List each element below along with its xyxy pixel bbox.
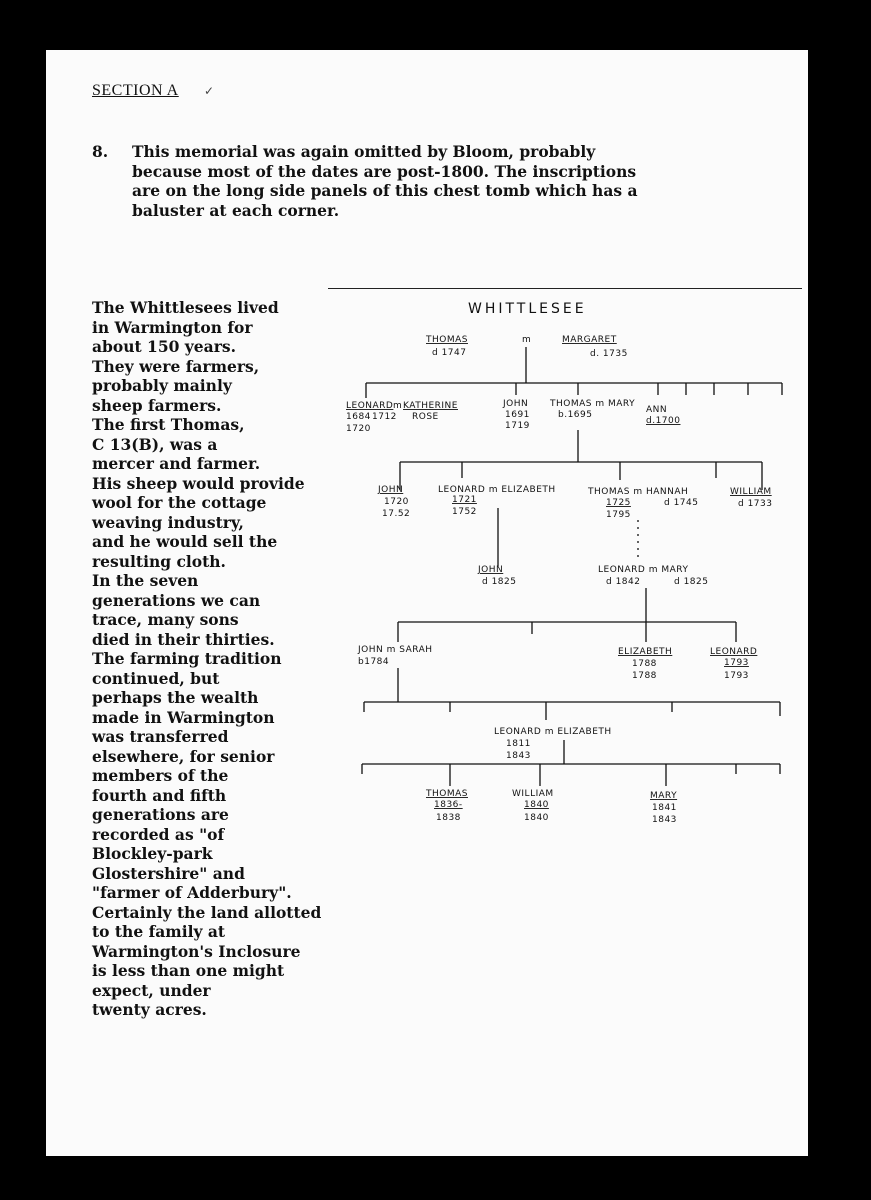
person-dates: 1840 [524,813,549,823]
side-line: was transferred [92,727,229,746]
side-line: generations are [92,805,229,824]
family-tree [46,50,808,1156]
side-line: Warmington's Inclosure [92,941,301,961]
person-name: THOMAS [426,789,468,799]
person-dates: 1752 [452,507,477,517]
side-line: weaving industry, [92,512,244,532]
person-name: WILLIAM [512,789,554,799]
person-dates: 1793 [724,658,749,668]
person-name: JOHN [478,565,504,575]
memorial-line: because most of the dates are post-1800. The inscriptions [132,161,637,181]
person-names: LEONARD m ELIZABETH [494,727,612,737]
person-name: ELIZABETH [618,647,673,657]
side-line: expect, under [92,980,211,1000]
side-line: in Warmington for [92,317,253,337]
side-line: generations we can [92,590,261,610]
person-dates: 1811 [506,739,531,749]
side-line: died in their thirties. [92,629,275,649]
person-dates: 1719 [505,421,530,431]
side-line: recorded as "of [92,824,225,844]
person-dates: 1841 [652,803,677,813]
person-names: THOMAS m MARY [550,399,636,409]
side-line: made in Warmington [92,707,275,727]
child-ticks [366,383,782,398]
side-line: members of the [92,766,229,785]
person-dates: 1793 [724,671,749,681]
person-dates: d 1825 [674,577,709,587]
person-dates: 1788 [632,659,657,669]
side-line: Glostershire" and [92,863,245,883]
side-line: The first Thomas, [92,415,245,434]
side-line: probably mainly [92,376,232,395]
side-line: trace, many sons [92,610,239,629]
side-line: perhaps the wealth [92,688,259,707]
side-line: sheep farmers. [92,395,222,415]
person-dates: 1840 [524,800,549,810]
tree-title: WHITTLESEE [468,301,587,317]
child-ticks [398,622,736,642]
person-dates: 1721 [452,495,477,505]
side-line: The farming tradition [92,649,282,668]
memorial-number: 8. [92,142,109,161]
person-name: JOHN [503,399,529,409]
person-dates: b.1695 [558,410,593,420]
person-name: LEONARD [710,647,758,657]
side-line: about 150 years. [92,337,236,356]
side-line: wool for the cottage [92,493,267,512]
person-names: LEONARD m MARY [598,565,689,575]
person-dates: 1795 [606,510,631,520]
person-name: JOHN [378,485,404,495]
side-line: In the seven [92,571,199,590]
side-line: "farmer of Adderbury". [92,883,292,902]
side-line: resulting cloth. [92,551,226,571]
person-dates: d 1745 [664,498,699,508]
side-line: mercer and farmer. [92,454,261,473]
person-dates: 1720 [384,497,409,507]
person-dates: 1843 [506,751,531,761]
person-names: LEONARD m ELIZABETH [438,485,556,495]
section-title: SECTION A [92,82,179,99]
memorial-line: baluster at each corner. [132,200,340,220]
marriage-mark: m [393,401,403,411]
person-dates: 1836- [434,800,463,810]
person-dates: 1691 [505,410,530,420]
memorial-line: are on the long side panels of this chest tomb which has a [132,181,638,200]
side-line: continued, but [92,668,220,688]
person-names: THOMAS m HANNAH [588,487,689,497]
person-dates: 1838 [436,813,461,823]
side-line: twenty acres. [92,1000,207,1019]
person-dates: 1843 [652,815,677,825]
person-name: THOMAS [426,335,468,345]
person-dates: d. 1735 [590,349,628,359]
side-line: The Whittlesees lived [92,298,279,317]
person-surname: ROSE [412,412,439,422]
side-line: fourth and fifth [92,785,227,805]
child-ticks [364,702,780,720]
person-name: MARY [650,791,678,801]
side-line: Blockley-park [92,844,213,863]
document-page [46,50,808,1156]
person-dates: 1725 [606,498,631,508]
child-ticks [362,764,780,786]
memorial-line: This memorial was again omitted by Bloom, probably [132,142,596,161]
side-line: C 13(B), was a [92,434,218,454]
check-mark: ✓ [204,84,215,98]
side-line: Certainly the land allotted [92,902,322,922]
side-line: is less than one might [92,961,285,980]
side-line: to the family at [92,922,226,941]
person-dates: d 1733 [738,499,773,509]
person-dates: 17.52 [382,509,411,519]
person-dates: 1712 [372,412,397,422]
side-line: elsewhere, for senior [92,746,275,766]
person-name: WILLIAM [730,487,772,497]
person-dates: b1784 [358,657,390,667]
side-line: and he would sell the [92,532,278,551]
person-dates: d 1842 [606,577,641,587]
person-name: ANN [646,405,668,415]
person-name: LEONARD [346,401,394,411]
person-name: KATHERINE [403,401,458,411]
marriage-mark: m [522,335,532,345]
person-dates: 1788 [632,671,657,681]
side-line: They were farmers, [92,356,260,376]
person-names: JOHN m SARAH [358,645,433,655]
person-dates: 1720 [346,424,371,434]
side-line: His sheep would provide [92,473,305,493]
person-dates: d.1700 [646,416,681,426]
person-name: MARGARET [562,335,617,345]
person-dates: 1684 [346,412,371,422]
person-dates: d 1825 [482,577,517,587]
person-dates: d 1747 [432,348,467,358]
